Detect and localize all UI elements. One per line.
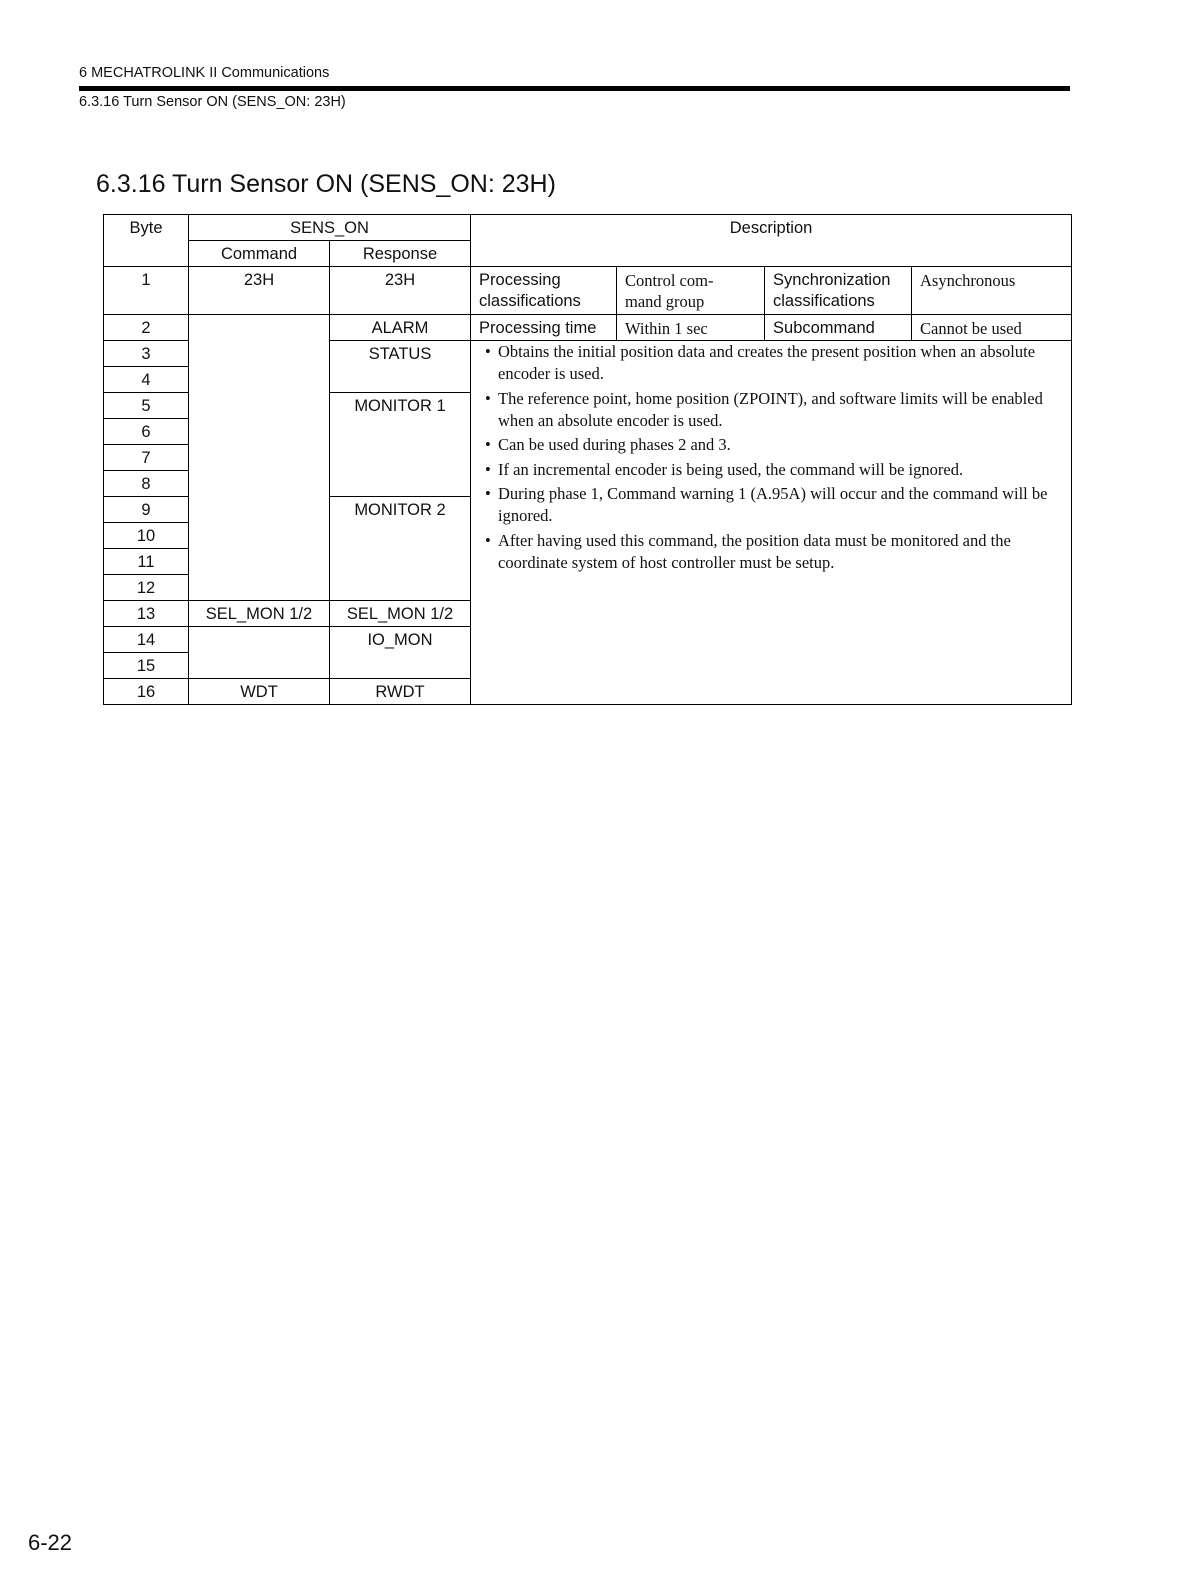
synchronization-classifications-label: Synchronization classifications [765, 267, 912, 315]
processing-classifications-label: Processing classifications [471, 267, 617, 315]
response-bytes-3-4: STATUS [330, 341, 471, 393]
byte-cell: 5 [104, 393, 189, 419]
note-item: • Obtains the initial position data and creates the present position when an absolute encoder is used. [485, 341, 1061, 385]
response-byte-2: ALARM [330, 315, 471, 341]
header-byte: Byte [104, 215, 189, 267]
note-item: • If an incremental encoder is being used, the command will be ignored. [485, 459, 1061, 481]
processing-time-label: Processing time [471, 315, 617, 341]
response-bytes-5-8: MONITOR 1 [330, 393, 471, 497]
byte-cell: 11 [104, 549, 189, 575]
note-item: • Can be used during phases 2 and 3. [485, 434, 1061, 456]
command-byte-13: SEL_MON 1/2 [189, 601, 330, 627]
byte-cell: 7 [104, 445, 189, 471]
header-description: Description [471, 215, 1072, 267]
section-title: 6.3.16 Turn Sensor ON (SENS_ON: 23H) [96, 170, 556, 198]
page-number: 6-22 [28, 1530, 73, 1555]
response-bytes-14-15: IO_MON [330, 627, 471, 679]
processing-time-value: Within 1 sec [617, 315, 765, 341]
note-item: • During phase 1, Command warning 1 (A.95A) will occur and the command will be ignored. [485, 483, 1061, 527]
header-response: Response [330, 241, 471, 267]
header-rule [79, 86, 1070, 91]
running-header-chapter: 6 MECHATROLINK II Communications [79, 65, 330, 81]
synchronization-classifications-value: Asynchronous [912, 267, 1072, 315]
description-notes [471, 341, 1072, 705]
header-sens-on: SENS_ON [189, 215, 471, 241]
header-command: Command [189, 241, 330, 267]
byte-cell: 10 [104, 523, 189, 549]
byte-cell: 14 [104, 627, 189, 653]
command-bytes-14-15 [189, 627, 330, 679]
command-bytes-2-12 [189, 315, 330, 601]
response-byte-13: SEL_MON 1/2 [330, 601, 471, 627]
command-table [103, 214, 1072, 705]
byte-cell: 12 [104, 575, 189, 601]
subcommand-label: Subcommand [765, 315, 912, 341]
response-byte-16: RWDT [330, 679, 471, 705]
response-byte-1: 23H [330, 267, 471, 315]
running-header-section: 6.3.16 Turn Sensor ON (SENS_ON: 23H) [79, 94, 346, 110]
byte-cell: 1 [104, 267, 189, 315]
byte-cell: 6 [104, 419, 189, 445]
command-byte-1: 23H [189, 267, 330, 315]
byte-cell: 4 [104, 367, 189, 393]
command-byte-16: WDT [189, 679, 330, 705]
byte-cell: 13 [104, 601, 189, 627]
byte-cell: 16 [104, 679, 189, 705]
byte-cell: 9 [104, 497, 189, 523]
notes-list [485, 341, 1061, 574]
byte-cell: 2 [104, 315, 189, 341]
byte-cell: 15 [104, 653, 189, 679]
byte-cell: 3 [104, 341, 189, 367]
byte-cell: 8 [104, 471, 189, 497]
note-item: • After having used this command, the position data must be monitored and the coordinate system of host controller must be setup. [485, 530, 1061, 574]
processing-classifications-value: Control com- mand group [617, 267, 765, 315]
response-bytes-9-12: MONITOR 2 [330, 497, 471, 601]
note-item: • The reference point, home position (ZPOINT), and software limits will be enabled when an absolute encoder is used. [485, 388, 1061, 432]
subcommand-value: Cannot be used [912, 315, 1072, 341]
